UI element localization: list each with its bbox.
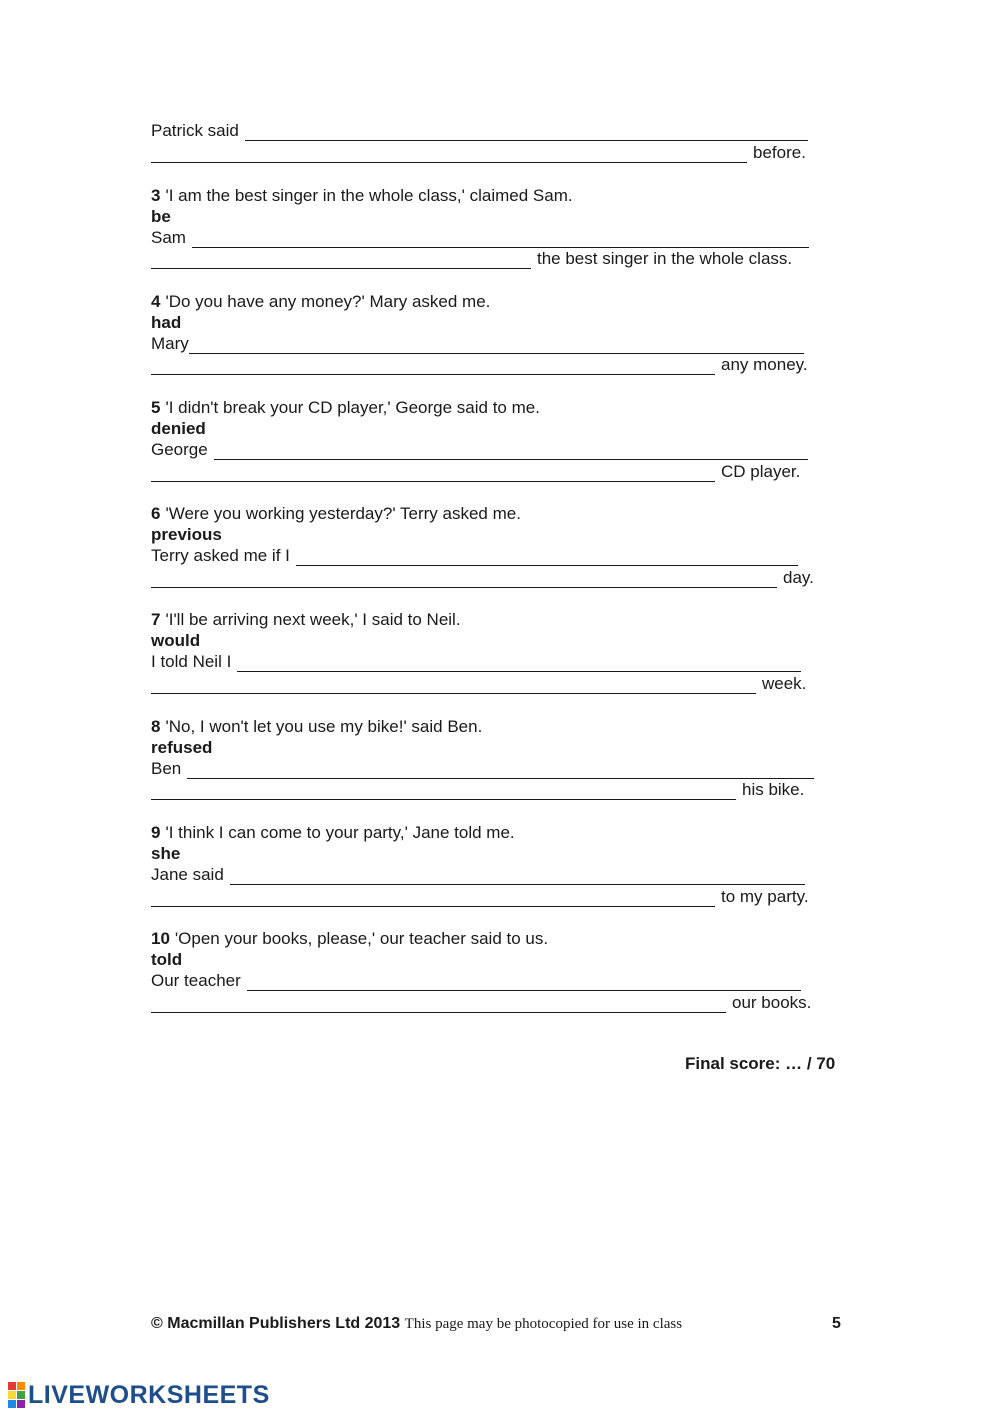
answer-blank[interactable]	[151, 465, 715, 482]
item-9-prompt	[151, 822, 515, 843]
item-4-answer-line-2	[151, 354, 808, 375]
item-7-answer-line-1	[151, 651, 801, 672]
item-number: 4	[151, 292, 161, 311]
suffix-text: to my party.	[721, 887, 809, 906]
prompt-text: 'Were you working yesterday?' Terry asked me.	[165, 504, 521, 523]
final-score: Final score: … / 70	[685, 1054, 836, 1073]
item-7-answer-line-2	[151, 673, 806, 694]
answer-blank[interactable]	[245, 124, 808, 141]
item-9-keyword: she	[151, 844, 181, 863]
answer-blank[interactable]	[214, 443, 808, 460]
item-7-prompt	[151, 609, 461, 630]
prefix-text: Jane said	[151, 865, 224, 884]
prompt-text: 'Do you have any money?' Mary asked me.	[165, 292, 491, 311]
item-6-answer-line-2	[151, 567, 814, 588]
answer-blank[interactable]	[230, 868, 805, 885]
suffix-text: CD player.	[721, 462, 801, 481]
answer-blank[interactable]	[192, 231, 809, 248]
item-6-keyword: previous	[151, 525, 222, 544]
item-2-prefix: Patrick said	[151, 121, 239, 140]
item-number: 8	[151, 717, 161, 736]
item-4-answer-line-1	[151, 333, 804, 354]
prompt-text: 'I am the best singer in the whole class,' claimed Sam.	[165, 186, 573, 205]
item-3-prompt	[151, 185, 573, 206]
suffix-text: his bike.	[742, 780, 805, 799]
suffix-text: day.	[783, 568, 814, 587]
page-number: 5	[832, 1315, 841, 1332]
item-5-keyword: denied	[151, 419, 206, 438]
prompt-text: 'I didn't break your CD player,' George said to me.	[165, 398, 540, 417]
item-2-answer-line-2	[151, 142, 806, 163]
suffix-text: the best singer in the whole class.	[537, 249, 793, 268]
item-number: 5	[151, 398, 161, 417]
logo-text: LIVEWORKSHEETS	[28, 1380, 270, 1409]
answer-blank[interactable]	[187, 762, 814, 779]
item-2-suffix: before.	[753, 143, 806, 162]
prompt-text: 'Open your books, please,' our teacher said to us.	[174, 929, 549, 948]
item-2-answer-line-1	[151, 120, 808, 141]
item-number: 9	[151, 823, 161, 842]
answer-blank[interactable]	[151, 996, 726, 1013]
prefix-text: Mary	[151, 334, 189, 353]
liveworksheets-logo[interactable]	[8, 1382, 270, 1408]
item-6-answer-line-1	[151, 545, 798, 566]
item-5-answer-line-1	[151, 439, 808, 460]
logo-blocks-icon	[8, 1382, 25, 1408]
answer-blank[interactable]	[151, 358, 715, 375]
item-8-answer-line-2	[151, 779, 804, 800]
item-8-prompt	[151, 716, 482, 737]
answer-blank[interactable]	[151, 571, 777, 588]
item-10-keyword: told	[151, 950, 183, 969]
publisher-text: © Macmillan Publishers Ltd 2013	[151, 1315, 401, 1332]
item-5-answer-line-2	[151, 461, 800, 482]
answer-blank[interactable]	[237, 655, 801, 672]
item-5-prompt	[151, 397, 540, 418]
item-number: 6	[151, 504, 161, 523]
answer-blank[interactable]	[151, 677, 756, 694]
suffix-text: week.	[762, 674, 807, 693]
prefix-text: I told Neil I	[151, 652, 232, 671]
item-9-answer-line-1	[151, 864, 805, 885]
item-10-answer-line-2	[151, 992, 811, 1013]
item-6-prompt	[151, 503, 521, 524]
answer-blank[interactable]	[151, 252, 531, 269]
prompt-text: 'I'll be arriving next week,' I said to Neil.	[165, 610, 461, 629]
item-8-answer-line-1	[151, 758, 814, 779]
item-8-keyword: refused	[151, 738, 213, 757]
prefix-text: Ben	[151, 759, 182, 778]
item-7-keyword: would	[151, 631, 201, 650]
photocopy-note: This page may be photocopied for use in class	[404, 1316, 683, 1332]
item-3-answer-line-1	[151, 227, 809, 248]
answer-blank[interactable]	[151, 890, 715, 907]
answer-blank[interactable]	[296, 549, 798, 566]
prefix-text: Our teacher	[151, 971, 241, 990]
item-3-keyword: be	[151, 207, 171, 226]
footer-copyright	[151, 1315, 682, 1333]
prefix-text: Sam	[151, 228, 186, 247]
suffix-text: any money.	[721, 355, 808, 374]
answer-blank[interactable]	[151, 783, 736, 800]
item-number: 10	[151, 929, 170, 948]
item-9-answer-line-2	[151, 886, 809, 907]
item-number: 7	[151, 610, 161, 629]
item-number: 3	[151, 186, 161, 205]
prompt-text: 'No, I won't let you use my bike!' said Ben.	[165, 717, 483, 736]
answer-blank[interactable]	[151, 146, 747, 163]
prefix-text: George	[151, 440, 208, 459]
item-4-prompt	[151, 291, 490, 312]
prefix-text: Terry asked me if I	[151, 546, 290, 565]
item-3-answer-line-2	[151, 248, 792, 269]
item-10-answer-line-1	[151, 970, 801, 991]
prompt-text: 'I think I can come to your party,' Jane told me.	[165, 823, 515, 842]
answer-blank[interactable]	[189, 337, 804, 354]
item-4-keyword: had	[151, 313, 182, 332]
suffix-text: our books.	[732, 993, 812, 1012]
answer-blank[interactable]	[247, 974, 801, 991]
item-10-prompt	[151, 928, 548, 949]
